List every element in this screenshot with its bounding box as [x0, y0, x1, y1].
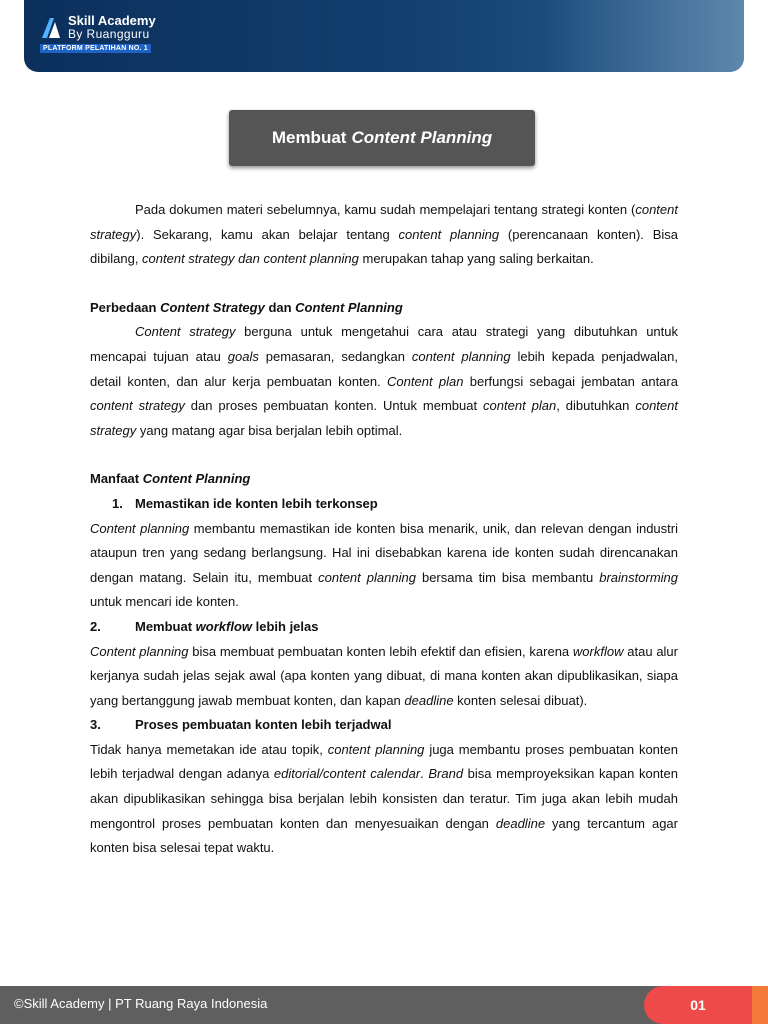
title-italic: Content Planning: [351, 128, 493, 147]
list-item-body: Content planning membantu memastikan ide konten bisa menarik, unik, dan relevan dengan industri ataupun tren yang sedang berlangsung. Hal ini disebabkan karena ide konten sudah direncanakan dengan matang. Selain itu, membuat content planning bersama tim bisa membantu brainstorming untuk mencari ide konten.: [90, 520, 678, 610]
brand-logo: [40, 14, 156, 40]
page-edge-accent: [752, 986, 768, 1024]
document-body: [90, 198, 678, 861]
list-item-title: Membuat workflow lebih jelas: [135, 618, 319, 634]
skill-academy-logo-icon: [40, 16, 62, 40]
brand-tagline: PLATFORM PELATIHAN NO. 1: [40, 44, 151, 53]
page-title: [229, 110, 535, 166]
brand-name: Skill Academy: [68, 13, 156, 28]
header-decoration: [544, 0, 744, 72]
list-number: 2.: [90, 618, 101, 634]
section-heading-perbedaan: Perbedaan Content Strategy dan Content Planning: [90, 299, 403, 315]
page-number-badge: 01: [644, 986, 752, 1024]
list-number: 3.: [90, 717, 101, 733]
perbedaan-paragraph: Content strategy berguna untuk mengetahui cara atau strategi yang dibutuhkan untuk mencapai tujuan atau goals pemasaran, sedangkan content planning lebih kepada penjadwalan, detail konten, dan alur kerja pembuatan konten. Content plan berfungsi sebagai jembatan antara content strategy dan proses pembuatan konten. Untuk membuat content plan, dibutuhkan content strategy yang matang agar bisa berjalan lebih optimal.: [90, 324, 679, 438]
list-item: [90, 615, 678, 640]
section-heading-manfaat: Manfaat Content Planning: [90, 471, 251, 487]
list-item-body: Content planning bisa membuat pembuatan konten lebih efektif dan efisien, karena workflow atau alur kerjanya sudah jelas sejak awal (apa konten yang dibuat, di mana konten akan dipublikasikan, siapa yang bertanggung jawab membuat konten, dan kapan deadline konten selesai dibuat).: [90, 643, 678, 708]
brand-subname: By Ruangguru: [68, 26, 150, 41]
list-item: [90, 713, 678, 738]
intro-paragraph: Pada dokumen materi sebelumnya, kamu sudah mempelajari tentang strategi konten (content strategy). Sekarang, kamu akan belajar tentang content planning (perencanaan konten). Bisa dibilang, content strategy dan content planning merupakan tahap yang saling berkaitan.: [90, 202, 678, 267]
list-number: 1.: [112, 495, 123, 511]
list-item: [90, 492, 678, 517]
title-prefix: Membuat: [271, 128, 347, 147]
list-item-title: Memastikan ide konten lebih terkonsep: [135, 495, 378, 511]
footer-copyright: ©Skill Academy | PT Ruang Raya Indonesia: [14, 996, 268, 1011]
list-item-title: Proses pembuatan konten lebih terjadwal: [135, 717, 392, 733]
header-banner: [24, 0, 744, 72]
list-item-body: Tidak hanya memetakan ide atau topik, content planning juga membantu proses pembuatan konten lebih terjadwal dengan adanya editorial/content calendar. Brand bisa memproyeksikan kapan konten akan dipublikasikan sehingga bisa berjalan lebih konsisten dan teratur. Tim juga akan lebih mudah mengontrol proses pembuatan konten dan menyesuaikan dengan deadline yang tercantum agar konten bisa selesai tepat waktu.: [90, 741, 679, 856]
